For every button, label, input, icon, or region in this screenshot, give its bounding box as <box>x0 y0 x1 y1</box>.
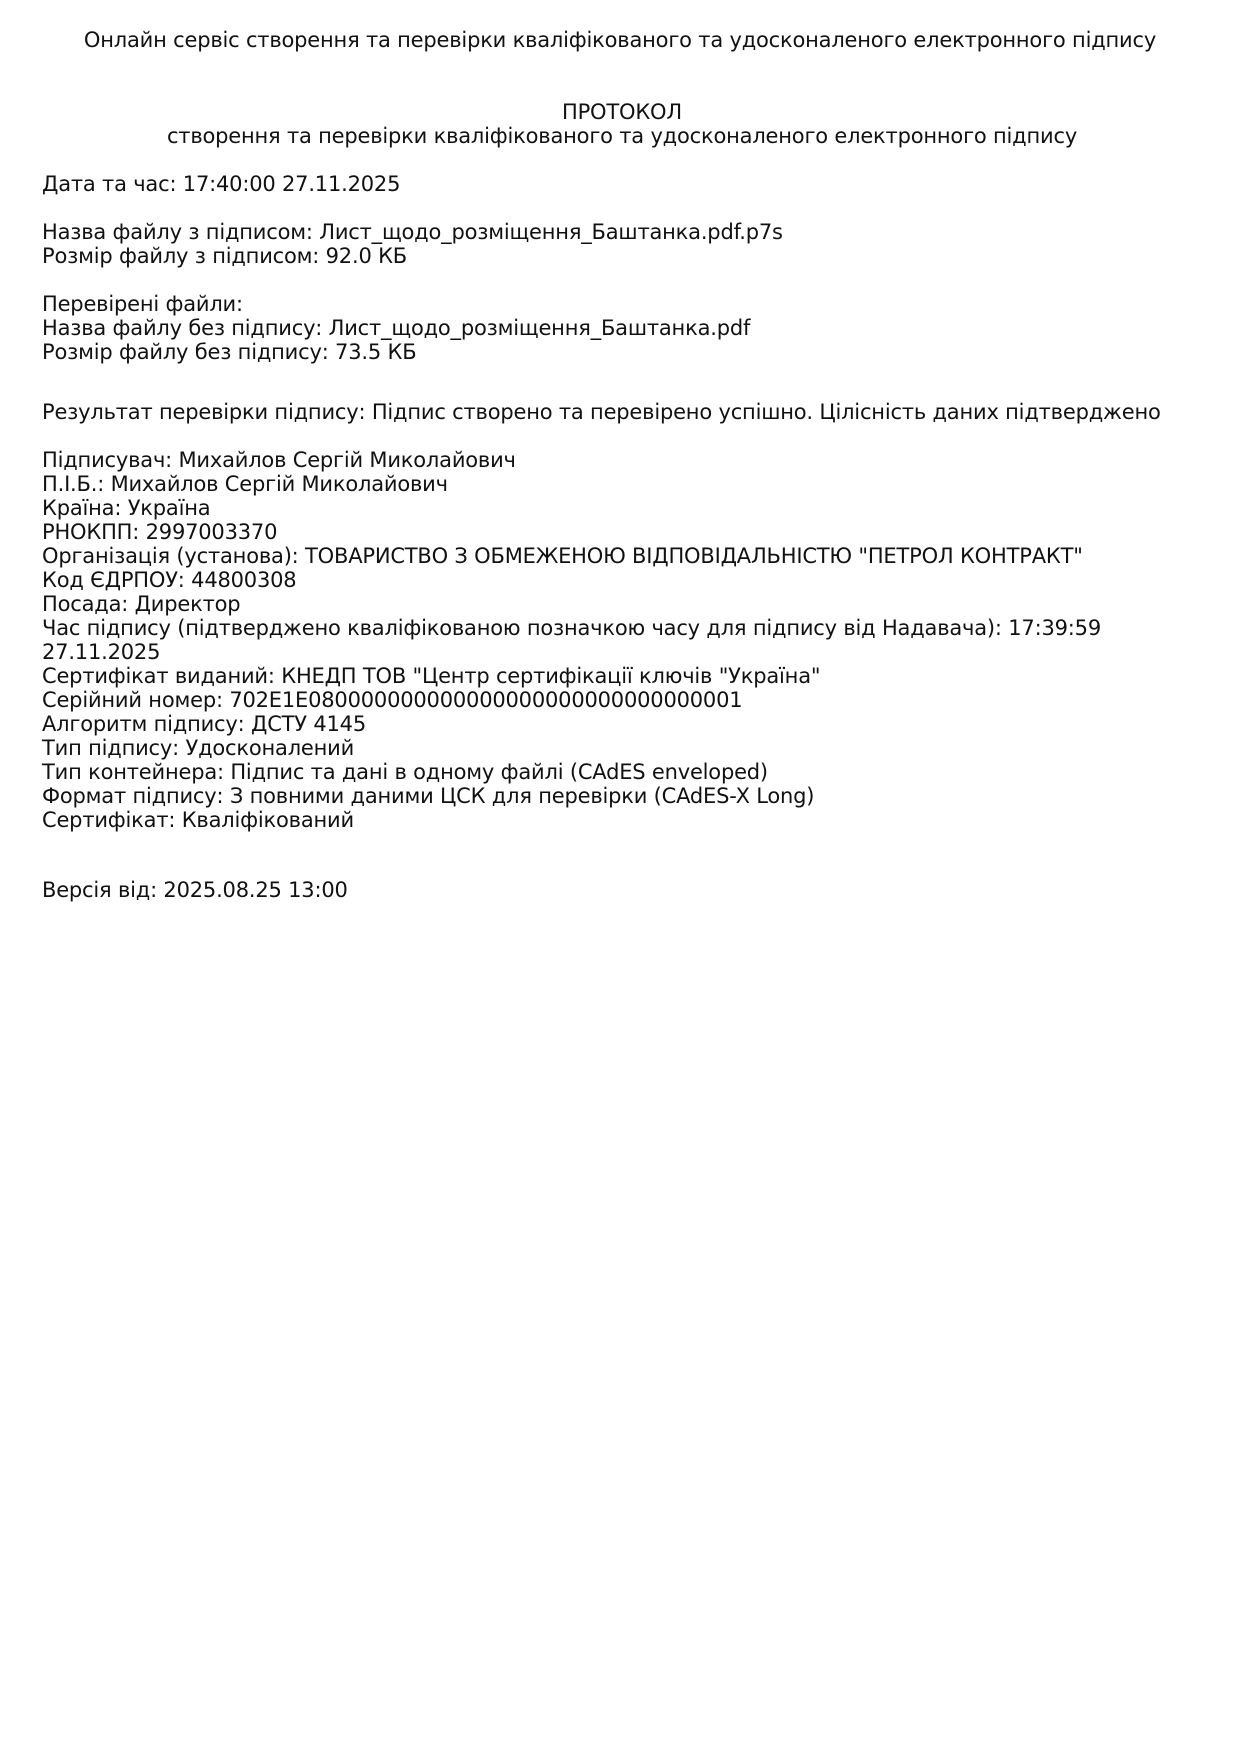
checked-file-name: Назва файлу без підпису: Лист_щодо_розміщення_Баштанка.pdf <box>42 316 751 340</box>
protocol-heading-block <box>42 100 1202 148</box>
signed-file-name: Назва файлу з підписом: Лист_щодо_розміщення_Баштанка.pdf.p7s <box>42 220 783 244</box>
verification-result: Результат перевірки підпису: Підпис створено та перевірено успішно. Цілісність даних підтверджено <box>42 400 1161 424</box>
rnokpp-line: РНОКПП: 2997003370 <box>42 520 278 544</box>
organization-line: Організація (установа): ТОВАРИСТВО З ОБМЕЖЕНОЮ ВІДПОВІДАЛЬНІСТЮ "ПЕТРОЛ КОНТРАКТ" <box>42 544 1083 568</box>
algorithm-line: Алгоритм підпису: ДСТУ 4145 <box>42 712 366 736</box>
signer-line: Підписувач: Михайлов Сергій Миколайович <box>42 448 516 472</box>
sign-time-line: Час підпису (підтверджено кваліфікованою позначкою часу для підпису від Надавача): 17:39:59 27.11.2025 <box>42 616 1108 664</box>
checked-files-label: Перевірені файли: <box>42 292 243 316</box>
signed-file-size: Розмір файлу з підписом: 92.0 КБ <box>42 244 407 268</box>
sign-type-line: Тип підпису: Удосконалений <box>42 736 355 760</box>
protocol-body <box>42 172 1202 902</box>
service-title <box>70 28 1170 52</box>
serial-line: Серійний номер: 702E1E080000000000000000000000000000001 <box>42 688 743 712</box>
issuer-line: Сертифікат виданий: КНЕДП ТОВ "Центр сертифікації ключів "Україна" <box>42 664 821 688</box>
version-line: Версія від: 2025.08.25 13:00 <box>42 878 348 902</box>
signer-details <box>42 448 1202 832</box>
container-type-line: Тип контейнера: Підпис та дані в одному файлі (CAdES enveloped) <box>42 760 768 784</box>
checked-file-size: Розмір файлу без підпису: 73.5 КБ <box>42 340 417 364</box>
edrpou-line: Код ЄДРПОУ: 44800308 <box>42 568 297 592</box>
country-line: Країна: Україна <box>42 496 211 520</box>
full-name-line: П.І.Б.: Михайлов Сергій Миколайович <box>42 472 448 496</box>
sign-format-line: Формат підпису: З повними даними ЦСК для перевірки (CAdES-X Long) <box>42 784 815 808</box>
position-line: Посада: Директор <box>42 592 241 616</box>
protocol-subheading: створення та перевірки кваліфікованого та удосконаленого електронного підпису <box>166 124 1078 148</box>
protocol-heading: ПРОТОКОЛ <box>562 100 682 124</box>
datetime-line: Дата та час: 17:40:00 27.11.2025 <box>42 172 401 196</box>
certificate-line: Сертифікат: Кваліфікований <box>42 808 354 832</box>
service-title-text: Онлайн сервіс створення та перевірки кваліфікованого та удосконаленого електронного підпису <box>83 28 1157 52</box>
